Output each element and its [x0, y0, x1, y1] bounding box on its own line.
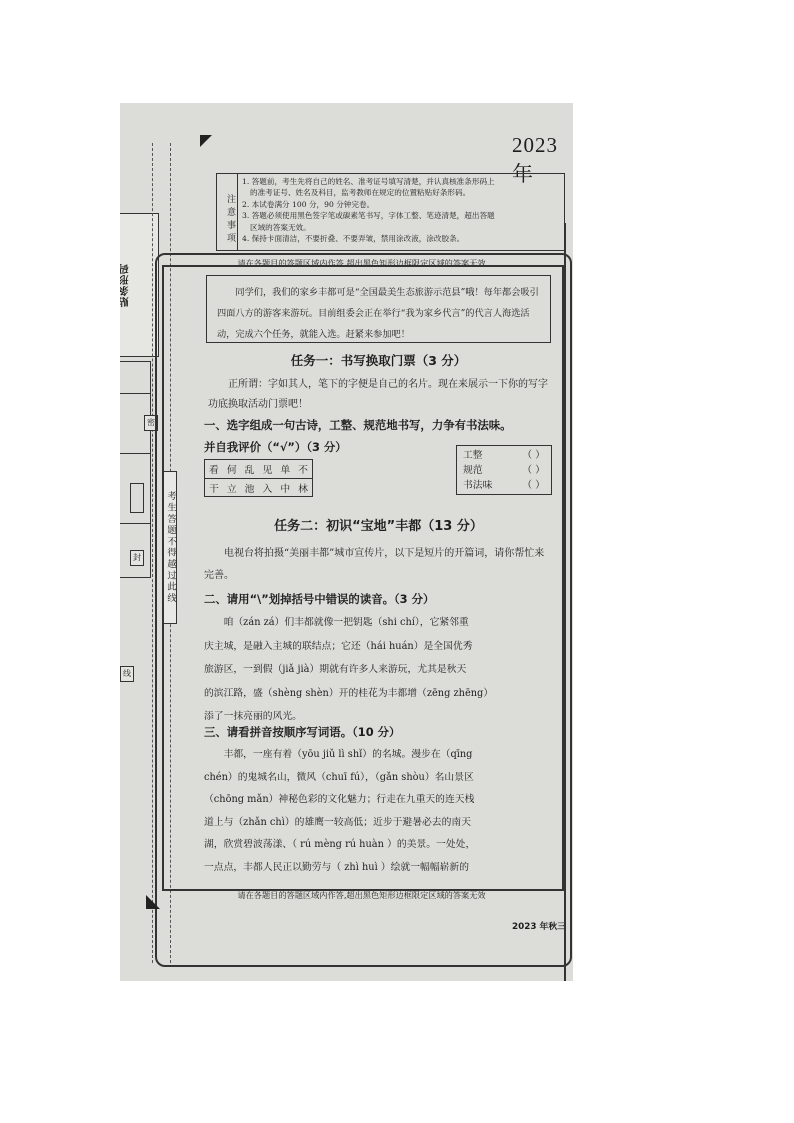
grid-char: 乱: [244, 465, 255, 476]
question2-passage: [204, 611, 554, 729]
passage-line: 庆主城，是融入主城的联结点；它还（hái huán）是全国优秀: [204, 640, 473, 652]
eval-row[interactable]: [463, 463, 545, 478]
question3-text: 三、请看拼音按顺序写词语。（10 分）: [204, 725, 401, 739]
self-evaluation-box: [456, 445, 552, 495]
grid-char: 不: [298, 465, 308, 476]
seal-dashed-line: [152, 143, 153, 963]
eval-check-slot[interactable]: （ ）: [522, 465, 545, 476]
eval-check-slot[interactable]: （ ）: [522, 480, 545, 491]
passage-line: 道上与（zhǎn chì）的雄鹰一较高低；近步于避暑必去的南天: [204, 816, 471, 828]
grid-char: 单: [280, 465, 291, 476]
character-grid: [204, 459, 313, 497]
notice-line: 3. 答题必须使用黑色签字笔或碳素笔书写，字体工整、笔迹清楚，超出答题: [242, 211, 495, 221]
notice-body: [238, 174, 564, 250]
footer-year: 2023 年秋三: [512, 922, 566, 932]
passage-line: 咱（zán zá）们丰都就像一把钥匙（shi chí），它紧邻重: [223, 617, 469, 628]
grid-char: 林: [298, 484, 308, 495]
question2-text: 二、请用“\”划掉括号中错误的读音。（3 分）: [204, 592, 435, 606]
passage-line: 添了一抹亮丽的风光。: [204, 711, 302, 722]
barcode-label: 贴条形码: [120, 263, 131, 307]
passage-line: 湖，欣赏碧波荡漾、（ rú mèng rú huàn ）的美景。一处处，: [204, 839, 476, 851]
seal-mark-mi: 密: [144, 415, 158, 431]
task1-title: 任务一：书写换取门票（3 分）: [290, 353, 467, 368]
scanned-exam-sheet: [120, 103, 573, 981]
notice-label: 注意事项: [217, 174, 238, 250]
seal-mark-xian: 线: [120, 666, 134, 682]
grid-char: 见: [262, 465, 273, 476]
passage-line: 旅游区，一到假（jiǎ jià）期就有许多人来游玩，尤其是秋天: [204, 664, 467, 675]
answer-area-note-bottom: 请在各题目的答题区域内作答,超出黑色矩形边框限定区域的答案无效: [237, 890, 486, 900]
field-line: [120, 523, 150, 524]
exam-year: 2023 年: [512, 133, 558, 186]
field-line: [130, 483, 144, 513]
passage-line: 一点点，丰都人民正以勤劳与（ zhì huì ）绘就一幅幅崭新的: [204, 861, 470, 873]
eval-row[interactable]: [463, 478, 545, 493]
next-page-edge: [564, 223, 573, 981]
notice-box: [216, 173, 565, 251]
passage-line: 丰都，一座有着（yōu jiǔ lì shǐ）的名城。漫步在（qīng: [223, 749, 473, 760]
notice-line: 区域的答案无效。: [250, 222, 311, 232]
field-line: [120, 393, 150, 394]
notice-line: 1. 答题前，考生先将自己的姓名、准考证号填写清楚，并认真核准条形码上: [242, 177, 495, 186]
intro-box: 同学们，我们的家乡丰都可是“全国最美生态旅游示范县”哦！每年都会吸引四面八方的游客来游玩。目前组委会正在举行“我为家乡代言”的代言人海选活动，完成六个任务，就能入选。赶紧来参加吧！: [206, 275, 551, 343]
grid-char: 立: [226, 484, 237, 495]
question1-text-b: 并自我评价（“√”）（3 分）: [204, 440, 347, 454]
corner-triangle-top: [200, 135, 212, 147]
grid-row: [205, 479, 312, 497]
corner-triangle-bottom: [146, 895, 160, 909]
notice-line: 4. 保持卡面清洁，不要折叠、不要弄皱，禁用涂改液，涂改胶条。: [242, 234, 465, 244]
seal-mark-feng: 封: [130, 550, 144, 566]
passage-line: chén）的鬼城名山，微风（chuī fú），（gǎn shòu）名山景区: [204, 771, 474, 783]
notice-line: 的准考证号、姓名及科目，监考教师在规定的位置粘贴好条形码。: [250, 188, 471, 198]
task2-text: 电视台将拍摄“美丽丰都”城市宣传片，以下是短片的开篇词，请你帮忙来完善。: [204, 548, 545, 581]
grid-char: 池: [244, 484, 255, 495]
grid-char: 看: [209, 465, 219, 476]
task2-title: 任务二：初识“宝地”丰都（13 分）: [274, 519, 483, 534]
passage-line: （chōng mǎn）神秘色彩的文化魅力；行走在九重天的连天栈: [204, 794, 475, 806]
answer-area-note-top: 请在各题目的答题区域内作答,超出黑色矩形边框限定区域的答案无效: [237, 258, 486, 268]
eval-label: 书法味: [463, 480, 493, 491]
grid-char: 干: [209, 484, 219, 495]
question3-passage: [204, 744, 554, 880]
notice-line: 2. 本试卷满分 100 分，90 分钟完卷。: [242, 199, 375, 209]
question1-text: 一、选字组成一句古诗，工整、规范地书写，力争有书法味。: [204, 418, 512, 432]
grid-row: [205, 460, 312, 479]
eval-check-slot[interactable]: （ ）: [522, 450, 545, 461]
passage-line: 的滨江路，盛（shèng shèn）开的桂花为丰都增（zēng zhēng）: [204, 687, 494, 699]
task1-text: 正所谓：字如其人，笔下的字便是自己的名片。现在来展示一下你的写字功底换取活动门票吧！: [208, 379, 548, 410]
eval-label: 规范: [463, 465, 483, 476]
no-answer-warning: 考生答题不得越过此线: [163, 471, 177, 624]
grid-char: 中: [280, 484, 291, 495]
eval-row[interactable]: [463, 448, 545, 463]
grid-char: 入: [262, 484, 273, 495]
grid-char: 何: [226, 465, 237, 476]
eval-label: 工整: [463, 450, 483, 461]
field-line: [120, 453, 150, 454]
